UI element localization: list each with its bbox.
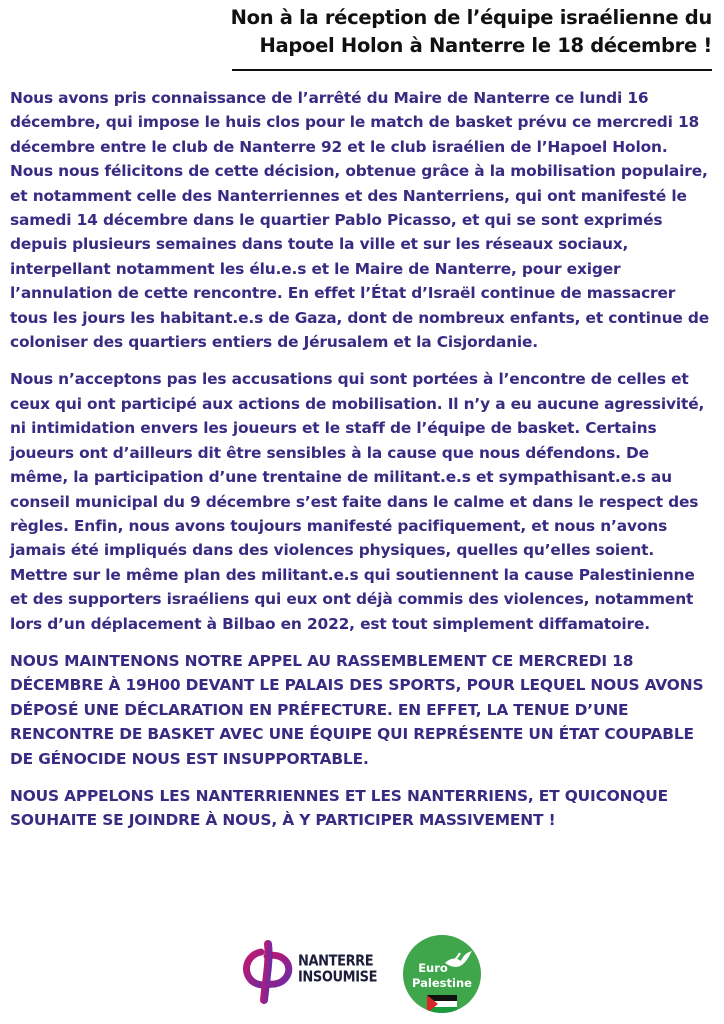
insoumise-label: INSOUMISE [298,968,378,987]
logo-nanterre-insoumise [240,938,378,1004]
paragraph-4: NOUS APPELONS LES NANTERRIENNES ET LES NANTERRIENS, ET QUICONQUE SOUHAITE SE JOINDRE À NOUS, À Y PARTICIPER MASSIVEMENT ! [10,786,669,830]
title-underline [232,69,712,71]
palestine-label: Palestine [412,976,472,990]
nanterre-label: NANTERRE [298,952,374,970]
nanterre-insoumise-wordmark [298,954,377,986]
document-body [10,86,712,846]
title-line-1: Non à la réception de l’équipe israélienne du [230,6,712,29]
palestine-flag-icon [427,995,457,1013]
paragraph-1: Nous avons pris connaissance de l’arrêté du Maire de Nanterre ce lundi 16 décembre, qui impose le huis clos pour le match de basket prévu ce mercredi 18 décembre entre le club de Nanterre 92 et le club israélien de l’Hapoel Holon. Nous nous félicitons de cette décision, obtenue grâce à la mobilisation populaire, et notamment celle des Nanterriennes et des Nanterriens, qui ont manifesté le samedi 14 décembre dans le quartier Pablo Picasso, et qui se sont exprimés depuis plusieurs semaines dans toute la ville et sur les réseaux sociaux, interpellant notamment les élu.e.s et le Maire de Nanterre, pour exiger l’annulation de cette rencontre. En effet l’État d’Israël continue de massacrer tous les jours les habitant.e.s de Gaza, dont de nombreux enfants, et continue de coloniser des quartiers entiers de Jérusalem et la Cisjordanie. [10,89,710,352]
title-line-2: Hapoel Holon à Nanterre le 18 décembre ! [259,34,712,57]
euro-label: Euro [418,961,448,975]
phi-icon [240,938,296,1004]
paragraph-2: Nous n’acceptons pas les accusations qui sont portées à l’encontre de celles et ceux qui ont participé aux actions de mobilisation. Il n’y a eu aucune agressivité, ni intimidation envers les joueurs et le staff de l’équipe de basket. Certains joueurs ont d’ailleurs dit être sensibles à la cause que nous défendons. De même, la participation d’une trentaine de militant.e.s et sympathisant.e.s au conseil municipal du 9 décembre s’est faite dans le calme et dans le respect des règles. Enfin, nous avons toujours manifesté pacifiquement, et nous n’avons jamais été impliqués dans des violences physiques, quelles qu’elles soient. Mettre sur le même plan des militant.e.s qui soutiennent la cause Palestinienne et des supporters israéliens qui eux ont déjà commis des violences, notamment lors d’un déplacement à Bilbao en 2022, est tout simplement diffamatoire. [10,370,705,633]
logo-euro-palestine [403,935,481,1013]
page-title [231,4,712,60]
euro-palestine-wordmark [403,961,481,991]
paragraph-3: NOUS MAINTENONS NOTRE APPEL AU RASSEMBLEMENT CE MERCREDI 18 DÉCEMBRE À 19H00 DEVANT LE PALAIS DES SPORTS, POUR LEQUEL NOUS AVONS DÉPOSÉ UNE DÉCLARATION EN PRÉFECTURE. EN EFFET, LA TENUE D’UNE RENCONTRE DE BASKET AVEC UNE ÉQUIPE QUI REPRÉSENTE UN ÉTAT COUPABLE DE GÉNOCIDE NOUS EST INSUPPORTABLE. [10,651,704,768]
